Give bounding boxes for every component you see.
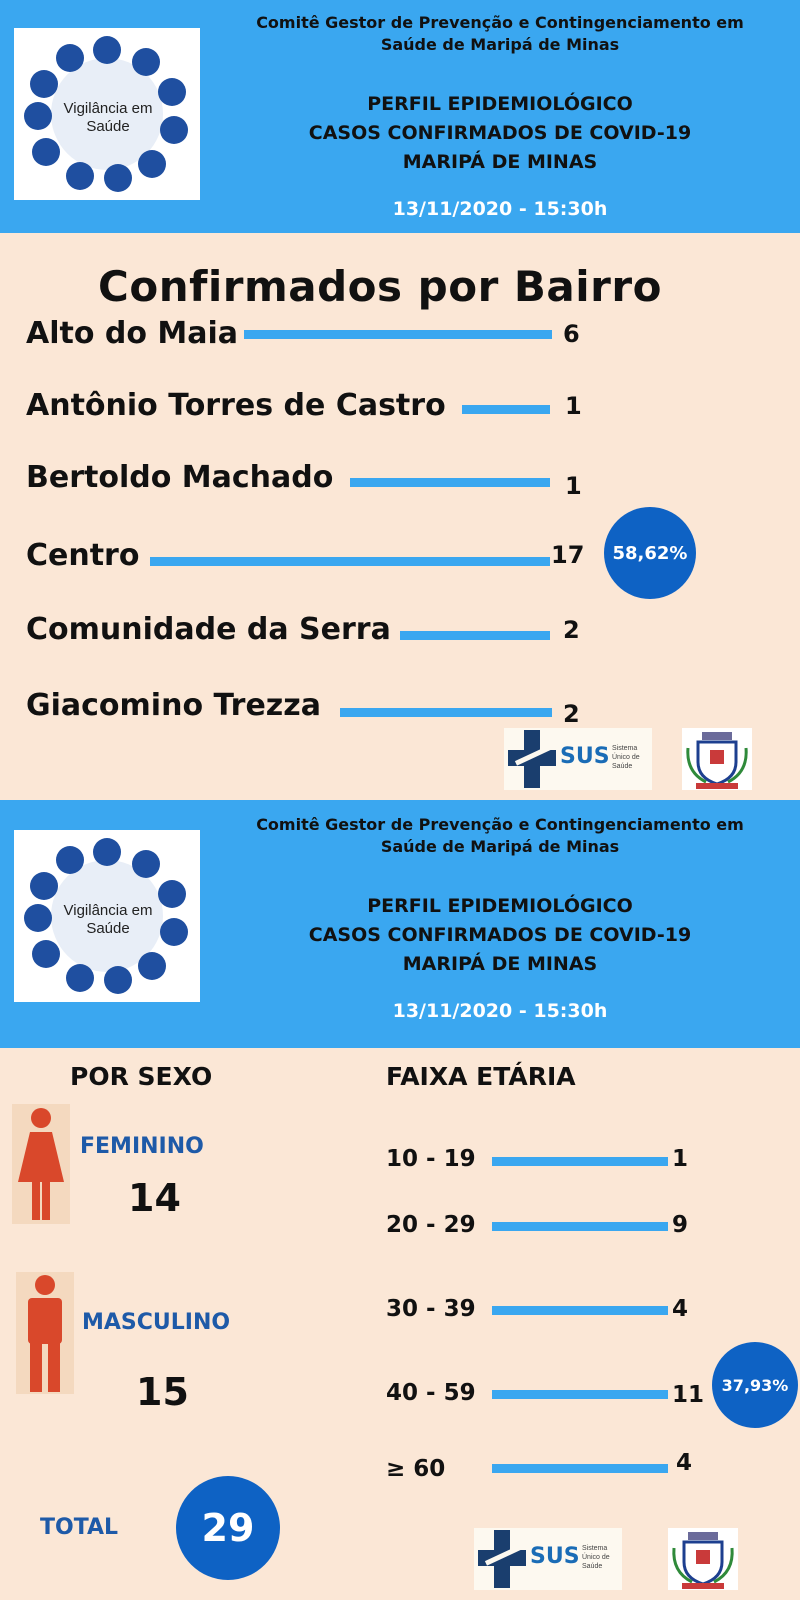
age-count: 4 <box>672 1296 689 1322</box>
logo-center-text: Vigilância em Saúde <box>63 100 153 135</box>
vigilancia-logo <box>14 28 200 200</box>
bairro-count: 6 <box>563 320 580 348</box>
profile-title <box>200 90 800 177</box>
municipal-crest-icon <box>668 1528 738 1590</box>
sus-subtitle: Sistema Único de Saúde <box>582 1545 610 1570</box>
bairro-bar <box>462 405 550 414</box>
profile-line2: CASOS CONFIRMADOS DE COVID-19 <box>308 924 692 946</box>
total-label: TOTAL <box>40 1515 119 1540</box>
bairro-count: 1 <box>565 392 582 420</box>
age-title: FAIXA ETÁRIA <box>386 1062 576 1091</box>
profile-line1: PERFIL EPIDEMIOLÓGICO <box>367 895 633 917</box>
vigilancia-logo <box>14 830 200 1002</box>
male-figure-icon <box>16 1272 74 1394</box>
bairro-bar <box>340 708 552 717</box>
female-count: 14 <box>128 1176 181 1220</box>
bairro-label: Giacomino Trezza <box>26 688 321 723</box>
male-count: 15 <box>136 1370 189 1414</box>
age-bar <box>492 1390 668 1399</box>
male-label: MASCULINO <box>82 1310 231 1335</box>
bairro-label: Alto do Maia <box>26 316 239 351</box>
sus-logo <box>504 728 652 790</box>
age-label: 40 - 59 <box>386 1380 476 1406</box>
age-label: ≥ 60 <box>386 1456 446 1482</box>
committee-line2: Saúde de Maripá de Minas <box>380 837 620 856</box>
bairro-count: 2 <box>563 700 580 728</box>
age-bar <box>492 1464 668 1473</box>
sus-text: SUS <box>560 744 610 769</box>
bairro-title: Confirmados por Bairro <box>98 262 662 311</box>
age-count: 11 <box>672 1382 705 1408</box>
age-bar <box>492 1157 668 1166</box>
bairro-count: 17 <box>551 541 585 569</box>
total-count-badge: 29 <box>176 1476 280 1580</box>
profile-line3: MARIPÁ DE MINAS <box>402 151 598 173</box>
bairro-label: Antônio Torres de Castro <box>26 388 446 423</box>
bairro-bar <box>350 478 550 487</box>
age-label: 30 - 39 <box>386 1296 476 1322</box>
report-date: 13/11/2020 - 15:30h <box>392 198 608 220</box>
municipal-crest-icon <box>682 728 752 790</box>
profile-title <box>200 892 800 979</box>
bairro-bar <box>150 557 550 566</box>
bairro-label: Bertoldo Machado <box>26 460 334 495</box>
bairro-bar <box>400 631 550 640</box>
committee-title <box>200 814 800 858</box>
logo-center-text: Vigilância em Saúde <box>63 902 153 937</box>
header-bottom <box>0 800 800 1048</box>
female-label: FEMININO <box>80 1134 204 1159</box>
female-figure-icon <box>12 1104 70 1224</box>
committee-line1: Comitê Gestor de Prevenção e Contingenciamento em <box>256 13 744 32</box>
profile-line1: PERFIL EPIDEMIOLÓGICO <box>367 93 633 115</box>
committee-line2: Saúde de Maripá de Minas <box>380 35 620 54</box>
profile-line3: MARIPÁ DE MINAS <box>402 953 598 975</box>
bairro-count: 1 <box>565 472 582 500</box>
bairro-count: 2 <box>563 616 580 644</box>
age-count: 9 <box>672 1212 689 1238</box>
committee-title <box>200 12 800 56</box>
report-date: 13/11/2020 - 15:30h <box>392 1000 608 1022</box>
committee-line1: Comitê Gestor de Prevenção e Contingenciamento em <box>256 815 744 834</box>
sus-text: SUS <box>530 1544 580 1569</box>
bairro-label: Comunidade da Serra <box>26 612 391 647</box>
bairro-pct-badge: 58,62% <box>604 507 696 599</box>
age-count: 4 <box>676 1450 693 1476</box>
bairro-bar <box>244 330 552 339</box>
bairro-label: Centro <box>26 538 140 573</box>
age-label: 10 - 19 <box>386 1146 476 1172</box>
sus-subtitle: Sistema Único de Saúde <box>612 745 640 770</box>
header-top <box>0 0 800 233</box>
age-label: 20 - 29 <box>386 1212 476 1238</box>
age-pct-badge: 37,93% <box>712 1342 798 1428</box>
sex-title: POR SEXO <box>70 1062 213 1091</box>
age-bar <box>492 1306 668 1315</box>
sus-logo <box>474 1528 622 1590</box>
profile-line2: CASOS CONFIRMADOS DE COVID-19 <box>308 122 692 144</box>
age-count: 1 <box>672 1146 689 1172</box>
age-bar <box>492 1222 668 1231</box>
